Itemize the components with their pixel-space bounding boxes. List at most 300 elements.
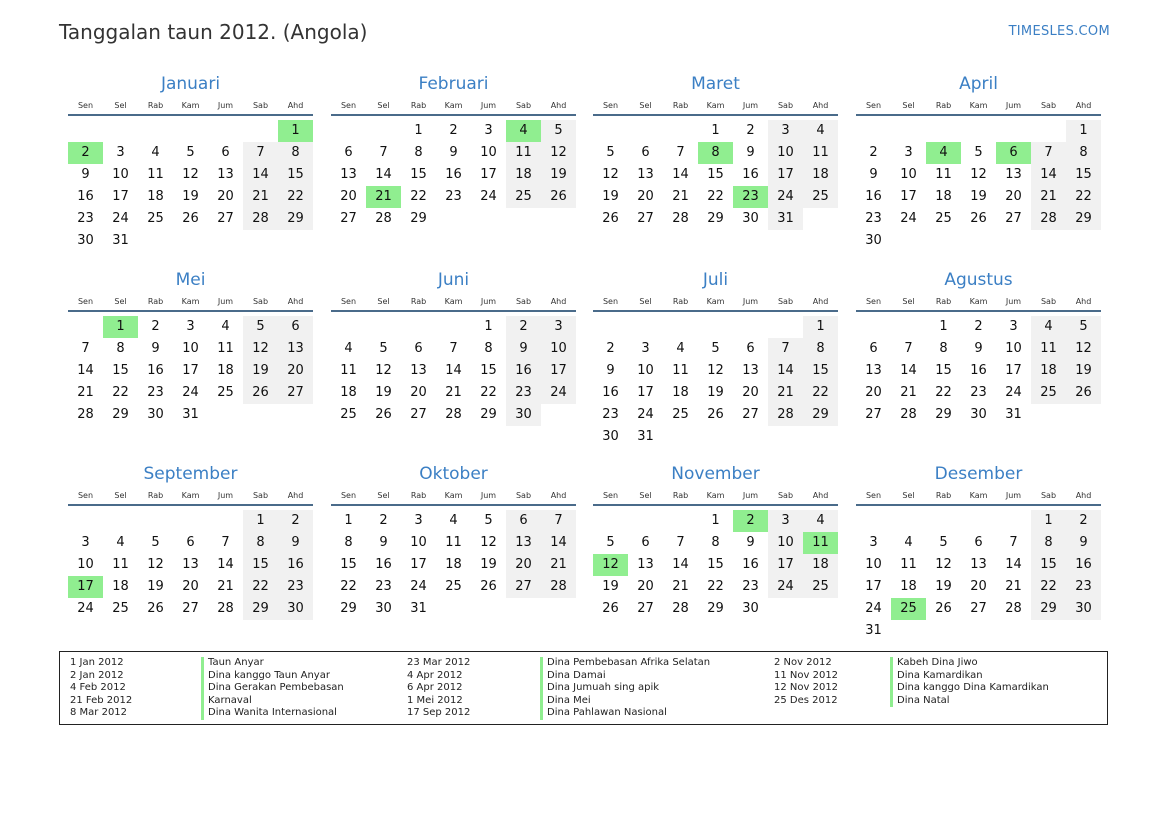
day-cell: 20 bbox=[742, 385, 759, 400]
day-cell: 1 bbox=[103, 316, 138, 338]
day-cell: 28 bbox=[541, 576, 576, 598]
day-cell: 27 bbox=[217, 211, 234, 226]
month-name: Februari bbox=[418, 74, 489, 94]
legend-date: 21 Feb 2012 bbox=[70, 694, 133, 706]
day-cell: 6 bbox=[221, 145, 230, 160]
legend-date: 11 Nov 2012 bbox=[774, 669, 839, 681]
day-cell: 25 bbox=[935, 211, 952, 226]
weekday-header bbox=[331, 292, 576, 312]
day-cell: 18 bbox=[672, 385, 689, 400]
weekday-label: Sab bbox=[1040, 100, 1057, 110]
day-cell: 22 bbox=[480, 385, 497, 400]
day-cell: 16 bbox=[602, 385, 619, 400]
day-cell: 10 bbox=[410, 535, 427, 550]
day-cell: 7 bbox=[243, 142, 278, 164]
empty-cell bbox=[961, 120, 996, 142]
weekday-label: Jum bbox=[742, 490, 759, 500]
weekday-label: Jum bbox=[1005, 100, 1022, 110]
month-juni bbox=[331, 268, 576, 426]
day-cell: 8 bbox=[344, 535, 353, 550]
day-cell: 21 bbox=[1005, 579, 1022, 594]
day-cell: 4 bbox=[803, 510, 838, 532]
day-cell: 29 bbox=[935, 407, 952, 422]
day-cell: 21 bbox=[77, 385, 94, 400]
day-cell: 11 bbox=[935, 167, 952, 182]
weekday-label: Sel bbox=[639, 296, 652, 306]
day-cell: 16 bbox=[147, 363, 164, 378]
day-cell: 2 bbox=[869, 145, 878, 160]
empty-cell bbox=[1031, 120, 1066, 142]
legend-holiday: Karnaval bbox=[208, 694, 252, 706]
day-cell: 29 bbox=[243, 598, 278, 620]
weekday-label: Jum bbox=[1005, 490, 1022, 500]
empty-cell bbox=[331, 120, 366, 142]
day-cell: 30 bbox=[742, 601, 759, 616]
day-cell: 17 bbox=[768, 554, 803, 576]
month-november bbox=[593, 462, 838, 620]
day-cell: 13 bbox=[970, 557, 987, 572]
day-cell: 4 bbox=[676, 341, 685, 356]
weekday-label: Jum bbox=[217, 296, 234, 306]
day-grid bbox=[68, 510, 313, 620]
empty-cell bbox=[68, 510, 103, 532]
month-mei bbox=[68, 268, 313, 426]
weekday-label: Sel bbox=[377, 490, 390, 500]
day-cell: 28 bbox=[445, 407, 462, 422]
day-cell: 11 bbox=[147, 167, 164, 182]
day-cell: 4 bbox=[803, 120, 838, 142]
day-cell: 13 bbox=[278, 338, 313, 360]
weekday-label: Sel bbox=[639, 100, 652, 110]
weekday-header bbox=[593, 96, 838, 116]
legend-names-col2 bbox=[540, 657, 710, 720]
day-cell: 15 bbox=[707, 167, 724, 182]
day-cell: 21 bbox=[900, 385, 917, 400]
day-cell: 24 bbox=[1005, 385, 1022, 400]
day-cell: 19 bbox=[970, 189, 987, 204]
day-cell: 16 bbox=[278, 554, 313, 576]
day-grid bbox=[593, 510, 838, 620]
day-cell: 9 bbox=[746, 535, 755, 550]
day-cell: 9 bbox=[606, 363, 615, 378]
legend-date: 2 Jan 2012 bbox=[70, 669, 124, 681]
day-cell: 30 bbox=[742, 211, 759, 226]
weekday-label: Kam bbox=[969, 490, 988, 500]
day-cell: 21 bbox=[217, 579, 234, 594]
day-cell: 17 bbox=[865, 579, 882, 594]
day-cell: 31 bbox=[865, 623, 882, 638]
day-cell: 27 bbox=[340, 211, 357, 226]
day-cell: 15 bbox=[1031, 554, 1066, 576]
day-cell: 5 bbox=[379, 341, 388, 356]
day-cell: 22 bbox=[707, 579, 724, 594]
empty-cell bbox=[996, 510, 1031, 532]
day-cell: 24 bbox=[112, 211, 129, 226]
weekday-label: Sen bbox=[602, 296, 619, 306]
weekday-label: Ahd bbox=[287, 100, 304, 110]
day-cell: 12 bbox=[182, 167, 199, 182]
day-cell: 5 bbox=[939, 535, 948, 550]
day-cell: 27 bbox=[410, 407, 427, 422]
day-cell: 8 bbox=[484, 341, 493, 356]
day-cell: 6 bbox=[278, 316, 313, 338]
day-cell: 18 bbox=[340, 385, 357, 400]
day-cell: 8 bbox=[711, 535, 720, 550]
weekday-label: Sen bbox=[602, 490, 619, 500]
day-cell: 25 bbox=[506, 186, 541, 208]
weekday-header bbox=[856, 292, 1101, 312]
month-agustus bbox=[856, 268, 1101, 426]
empty-cell bbox=[768, 316, 803, 338]
weekday-label: Sen bbox=[77, 100, 94, 110]
day-cell: 13 bbox=[217, 167, 234, 182]
day-cell: 19 bbox=[935, 579, 952, 594]
empty-cell bbox=[436, 316, 471, 338]
weekday-label: Rab bbox=[935, 100, 952, 110]
month-name: Mei bbox=[175, 270, 206, 290]
day-cell: 26 bbox=[970, 211, 987, 226]
legend-date: 23 Mar 2012 bbox=[407, 657, 471, 668]
day-cell: 26 bbox=[182, 211, 199, 226]
day-cell: 14 bbox=[672, 557, 689, 572]
legend-holiday: Dina Mei bbox=[547, 694, 591, 706]
day-cell: 14 bbox=[217, 557, 234, 572]
legend-date: 4 Feb 2012 bbox=[70, 682, 126, 694]
day-cell: 21 bbox=[243, 186, 278, 208]
weekday-label: Jum bbox=[480, 490, 497, 500]
legend-date: 1 Jan 2012 bbox=[70, 657, 124, 668]
weekday-label: Kam bbox=[706, 296, 725, 306]
day-cell: 20 bbox=[410, 385, 427, 400]
weekday-label: Rab bbox=[672, 100, 689, 110]
weekday-header bbox=[593, 486, 838, 506]
empty-cell bbox=[628, 510, 663, 532]
month-desember bbox=[856, 462, 1101, 642]
weekday-label: Kam bbox=[181, 490, 200, 500]
day-cell: 11 bbox=[1031, 338, 1066, 360]
month-name: Oktober bbox=[419, 464, 488, 484]
day-cell: 16 bbox=[970, 363, 987, 378]
day-cell: 13 bbox=[742, 363, 759, 378]
weekday-header bbox=[68, 486, 313, 506]
day-cell: 15 bbox=[935, 363, 952, 378]
day-cell: 7 bbox=[768, 338, 803, 360]
day-cell: 1 bbox=[711, 123, 720, 138]
weekday-label: Kam bbox=[181, 100, 200, 110]
day-cell: 27 bbox=[970, 601, 987, 616]
weekday-label: Ahd bbox=[287, 490, 304, 500]
month-name: November bbox=[671, 464, 760, 484]
day-cell: 9 bbox=[449, 145, 458, 160]
day-cell: 26 bbox=[147, 601, 164, 616]
day-cell: 5 bbox=[151, 535, 160, 550]
day-cell: 28 bbox=[672, 211, 689, 226]
day-cell: 27 bbox=[637, 601, 654, 616]
weekday-label: Sab bbox=[252, 490, 269, 500]
day-cell: 16 bbox=[1066, 554, 1101, 576]
empty-cell bbox=[926, 120, 961, 142]
day-cell: 15 bbox=[410, 167, 427, 182]
empty-cell bbox=[366, 316, 401, 338]
day-cell: 7 bbox=[379, 145, 388, 160]
day-cell: 7 bbox=[676, 535, 685, 550]
day-cell: 8 bbox=[698, 142, 733, 164]
day-cell: 2 bbox=[449, 123, 458, 138]
day-cell: 2 bbox=[379, 513, 388, 528]
empty-cell bbox=[628, 120, 663, 142]
month-september bbox=[68, 462, 313, 620]
day-cell: 21 bbox=[445, 385, 462, 400]
weekday-label: Sen bbox=[340, 490, 357, 500]
day-cell: 29 bbox=[803, 404, 838, 426]
day-cell: 6 bbox=[869, 341, 878, 356]
day-cell: 2 bbox=[746, 123, 755, 138]
day-cell: 27 bbox=[278, 382, 313, 404]
day-cell: 9 bbox=[151, 341, 160, 356]
day-cell: 16 bbox=[375, 557, 392, 572]
empty-cell bbox=[243, 120, 278, 142]
day-cell: 7 bbox=[541, 510, 576, 532]
day-cell: 18 bbox=[900, 579, 917, 594]
legend-holiday: Dina Pahlawan Nasional bbox=[547, 707, 667, 719]
month-name: September bbox=[143, 464, 238, 484]
day-cell: 28 bbox=[217, 601, 234, 616]
day-cell: 24 bbox=[768, 186, 803, 208]
day-grid bbox=[856, 120, 1101, 252]
weekday-label: Ahd bbox=[1075, 100, 1092, 110]
legend-holiday: Dina kanggo Dina Kamardikan bbox=[897, 682, 1049, 694]
day-cell: 3 bbox=[116, 145, 125, 160]
legend-holiday: Dina Kamardikan bbox=[897, 669, 983, 681]
day-cell: 13 bbox=[637, 167, 654, 182]
empty-cell bbox=[593, 120, 628, 142]
day-cell: 16 bbox=[742, 167, 759, 182]
day-cell: 20 bbox=[278, 360, 313, 382]
day-cell: 25 bbox=[672, 407, 689, 422]
day-cell: 31 bbox=[637, 429, 654, 444]
legend-dates-col2 bbox=[407, 657, 470, 720]
empty-cell bbox=[996, 120, 1031, 142]
day-cell: 30 bbox=[602, 429, 619, 444]
day-cell: 31 bbox=[112, 233, 129, 248]
legend-holiday: Kabeh Dina Jiwo bbox=[897, 657, 978, 668]
empty-cell bbox=[366, 120, 401, 142]
weekday-label: Sab bbox=[1040, 490, 1057, 500]
day-cell: 19 bbox=[707, 385, 724, 400]
day-cell: 3 bbox=[641, 341, 650, 356]
day-cell: 7 bbox=[676, 145, 685, 160]
weekday-header bbox=[68, 292, 313, 312]
month-februari bbox=[331, 72, 576, 230]
day-cell: 12 bbox=[602, 167, 619, 182]
day-cell: 6 bbox=[414, 341, 423, 356]
month-april bbox=[856, 72, 1101, 252]
day-cell: 13 bbox=[182, 557, 199, 572]
day-cell: 1 bbox=[711, 513, 720, 528]
day-cell: 18 bbox=[147, 189, 164, 204]
day-grid bbox=[331, 120, 576, 230]
day-cell: 29 bbox=[1066, 208, 1101, 230]
day-grid bbox=[856, 316, 1101, 426]
day-cell: 22 bbox=[1066, 186, 1101, 208]
day-cell: 24 bbox=[541, 382, 576, 404]
day-cell: 4 bbox=[344, 341, 353, 356]
day-cell: 13 bbox=[637, 557, 654, 572]
weekday-label: Kam bbox=[969, 100, 988, 110]
day-cell: 7 bbox=[81, 341, 90, 356]
day-cell: 1 bbox=[414, 123, 423, 138]
empty-cell bbox=[401, 316, 436, 338]
day-cell: 12 bbox=[935, 557, 952, 572]
day-cell: 14 bbox=[768, 360, 803, 382]
day-cell: 17 bbox=[1005, 363, 1022, 378]
day-cell: 9 bbox=[506, 338, 541, 360]
day-cell: 6 bbox=[996, 142, 1031, 164]
empty-cell bbox=[138, 510, 173, 532]
day-cell: 4 bbox=[449, 513, 458, 528]
day-cell: 25 bbox=[1031, 382, 1066, 404]
day-cell: 28 bbox=[1005, 601, 1022, 616]
day-cell: 31 bbox=[768, 208, 803, 230]
weekday-label: Sab bbox=[515, 490, 532, 500]
day-cell: 19 bbox=[182, 189, 199, 204]
day-cell: 5 bbox=[606, 535, 615, 550]
day-cell: 30 bbox=[865, 233, 882, 248]
legend-date: 8 Mar 2012 bbox=[70, 707, 128, 719]
empty-cell bbox=[103, 510, 138, 532]
day-cell: 31 bbox=[182, 407, 199, 422]
day-cell: 26 bbox=[375, 407, 392, 422]
empty-cell bbox=[926, 510, 961, 532]
day-cell: 12 bbox=[1066, 338, 1101, 360]
month-oktober bbox=[331, 462, 576, 620]
day-cell: 31 bbox=[1005, 407, 1022, 422]
day-cell: 11 bbox=[672, 363, 689, 378]
weekday-label: Sel bbox=[639, 490, 652, 500]
day-cell: 8 bbox=[243, 532, 278, 554]
day-cell: 3 bbox=[1009, 319, 1018, 334]
day-cell: 19 bbox=[147, 579, 164, 594]
day-cell: 22 bbox=[243, 576, 278, 598]
day-cell: 10 bbox=[768, 532, 803, 554]
empty-cell bbox=[891, 120, 926, 142]
day-cell: 26 bbox=[1066, 382, 1101, 404]
day-cell: 15 bbox=[480, 363, 497, 378]
weekday-label: Ahd bbox=[812, 100, 829, 110]
day-cell: 19 bbox=[375, 385, 392, 400]
legend-holiday: Dina Gerakan Pembebasan bbox=[208, 682, 344, 694]
day-cell: 23 bbox=[375, 579, 392, 594]
weekday-label: Sel bbox=[377, 296, 390, 306]
day-cell: 8 bbox=[1031, 532, 1066, 554]
day-cell: 16 bbox=[865, 189, 882, 204]
legend-date: 2 Nov 2012 bbox=[774, 657, 832, 668]
day-cell: 12 bbox=[707, 363, 724, 378]
day-cell: 28 bbox=[77, 407, 94, 422]
day-cell: 2 bbox=[733, 510, 768, 532]
weekday-label: Sel bbox=[377, 100, 390, 110]
day-cell: 25 bbox=[217, 385, 234, 400]
day-cell: 10 bbox=[900, 167, 917, 182]
day-cell: 6 bbox=[641, 145, 650, 160]
day-cell: 10 bbox=[541, 338, 576, 360]
day-cell: 4 bbox=[151, 145, 160, 160]
weekday-label: Jum bbox=[742, 100, 759, 110]
empty-cell bbox=[68, 316, 103, 338]
day-cell: 3 bbox=[768, 120, 803, 142]
day-cell: 14 bbox=[672, 167, 689, 182]
day-cell: 20 bbox=[506, 554, 541, 576]
legend-date: 4 Apr 2012 bbox=[407, 669, 463, 681]
day-cell: 23 bbox=[865, 211, 882, 226]
weekday-label: Kam bbox=[444, 100, 463, 110]
weekday-label: Sel bbox=[114, 296, 127, 306]
day-cell: 6 bbox=[746, 341, 755, 356]
weekday-label: Sab bbox=[515, 296, 532, 306]
day-cell: 23 bbox=[1066, 576, 1101, 598]
month-juli bbox=[593, 268, 838, 448]
weekday-label: Rab bbox=[147, 296, 164, 306]
empty-cell bbox=[593, 510, 628, 532]
weekday-label: Ahd bbox=[550, 490, 567, 500]
day-cell: 22 bbox=[1031, 576, 1066, 598]
day-cell: 24 bbox=[637, 407, 654, 422]
day-cell: 21 bbox=[672, 189, 689, 204]
day-cell: 10 bbox=[1005, 341, 1022, 356]
weekday-label: Ahd bbox=[1075, 490, 1092, 500]
day-cell: 4 bbox=[221, 319, 230, 334]
day-cell: 24 bbox=[410, 579, 427, 594]
weekday-label: Sel bbox=[114, 490, 127, 500]
weekday-label: Rab bbox=[935, 490, 952, 500]
day-cell: 22 bbox=[803, 382, 838, 404]
month-januari bbox=[68, 72, 313, 252]
weekday-label: Rab bbox=[672, 490, 689, 500]
weekday-label: Ahd bbox=[287, 296, 304, 306]
day-cell: 4 bbox=[116, 535, 125, 550]
day-cell: 15 bbox=[1066, 164, 1101, 186]
day-cell: 8 bbox=[1066, 142, 1101, 164]
day-cell: 8 bbox=[803, 338, 838, 360]
empty-cell bbox=[663, 510, 698, 532]
empty-cell bbox=[663, 120, 698, 142]
day-cell: 2 bbox=[278, 510, 313, 532]
day-cell: 17 bbox=[410, 557, 427, 572]
day-cell: 29 bbox=[410, 211, 427, 226]
day-cell: 12 bbox=[147, 557, 164, 572]
empty-cell bbox=[628, 316, 663, 338]
day-cell: 3 bbox=[541, 316, 576, 338]
day-cell: 30 bbox=[375, 601, 392, 616]
legend-holiday: Taun Anyar bbox=[208, 657, 264, 668]
day-cell: 29 bbox=[112, 407, 129, 422]
weekday-label: Jum bbox=[742, 296, 759, 306]
weekday-label: Sab bbox=[777, 296, 794, 306]
weekday-label: Ahd bbox=[812, 296, 829, 306]
day-cell: 22 bbox=[340, 579, 357, 594]
month-name: Januari bbox=[160, 74, 221, 94]
site-link[interactable]: TIMESLES.COM bbox=[1008, 24, 1110, 39]
legend-holiday: Dina kanggo Taun Anyar bbox=[208, 669, 330, 681]
day-cell: 11 bbox=[506, 142, 541, 164]
weekday-header bbox=[68, 96, 313, 116]
weekday-label: Sab bbox=[777, 100, 794, 110]
day-cell: 12 bbox=[541, 142, 576, 164]
day-cell: 30 bbox=[506, 404, 541, 426]
day-cell: 13 bbox=[410, 363, 427, 378]
day-cell: 4 bbox=[904, 535, 913, 550]
day-grid bbox=[856, 510, 1101, 642]
